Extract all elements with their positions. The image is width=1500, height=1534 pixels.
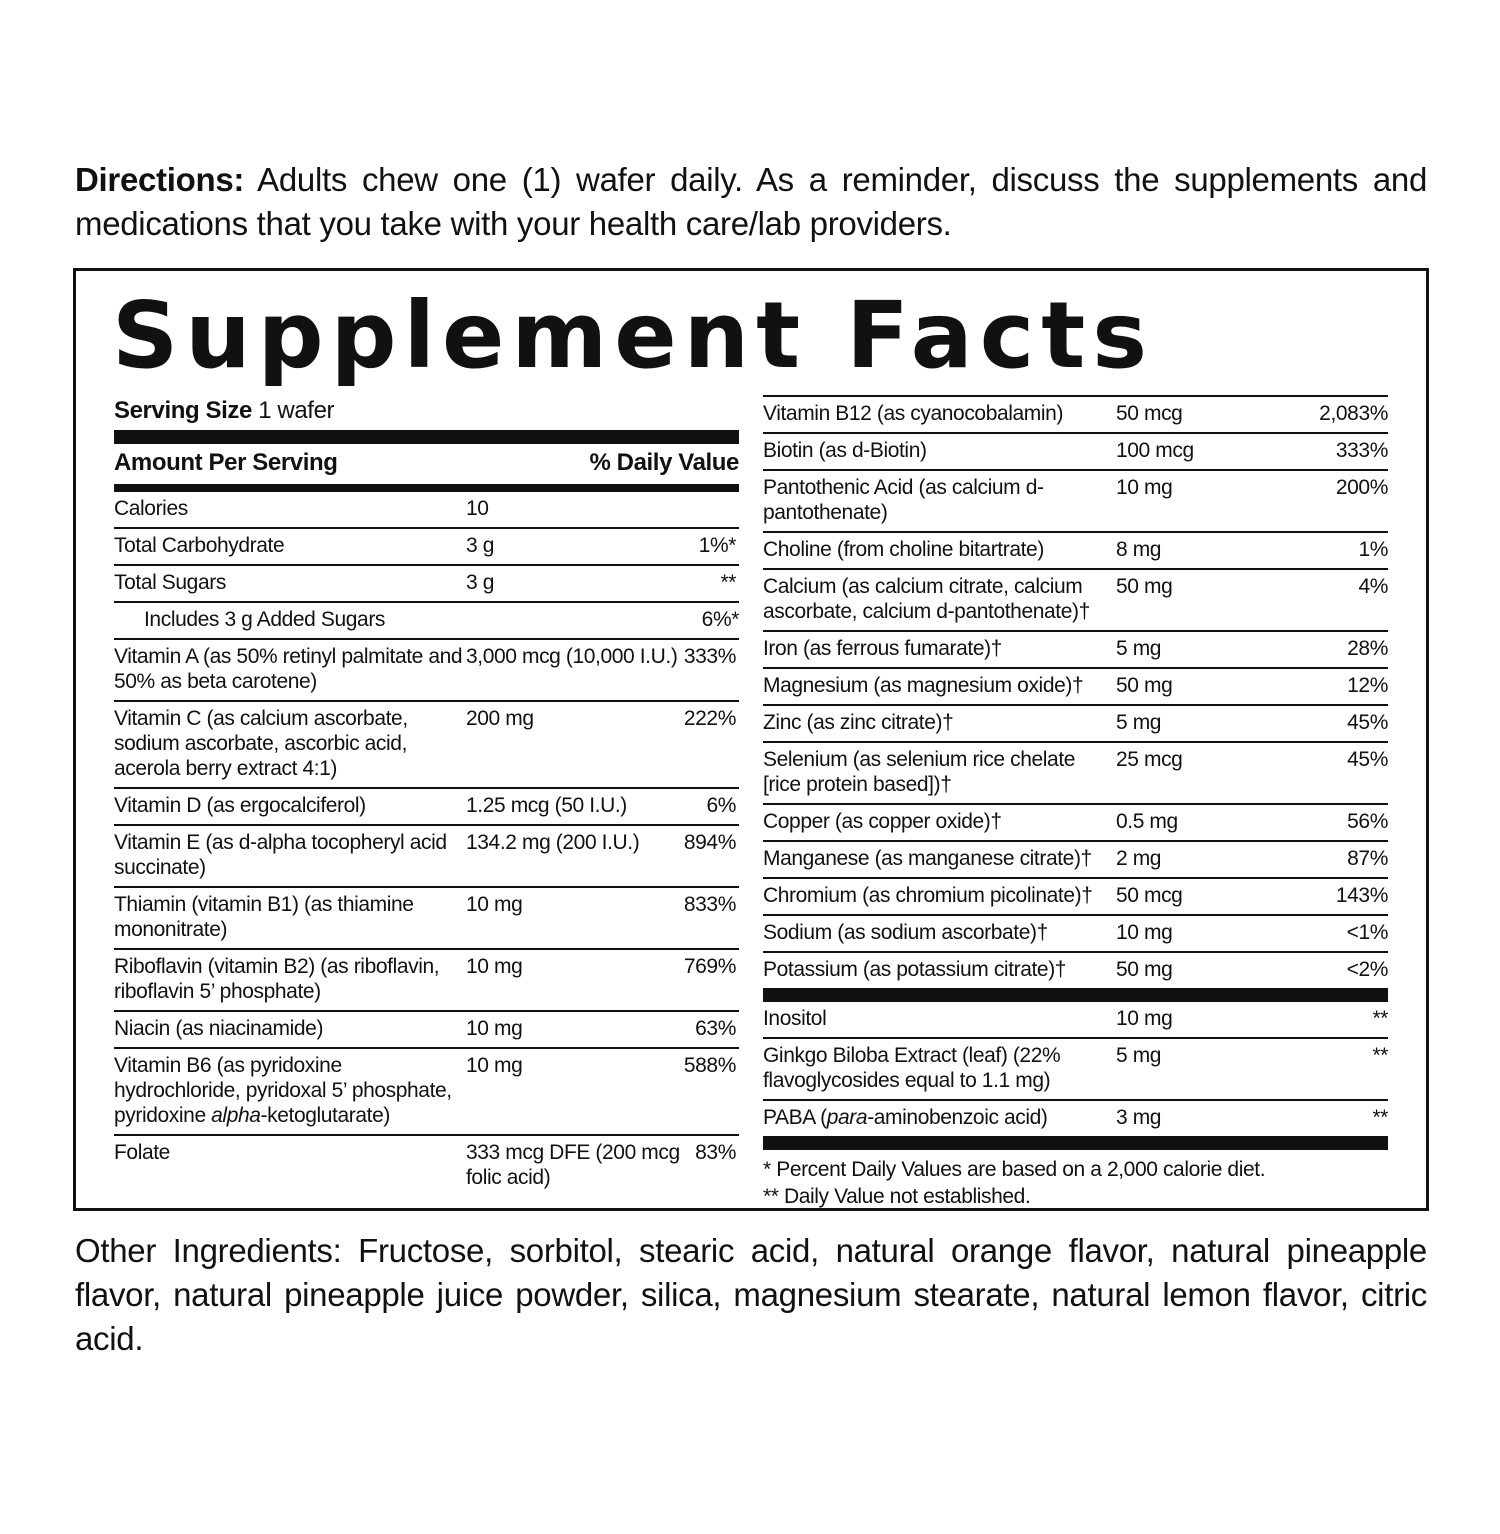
table-row xyxy=(763,471,1388,533)
serving-size-value: 1 wafer xyxy=(251,397,335,424)
nutrient-name: Inositol xyxy=(763,1007,827,1030)
nutrient-daily-value: <1% xyxy=(1346,921,1388,944)
table-row xyxy=(763,632,1388,669)
nutrient-daily-value: 2,083% xyxy=(1319,402,1388,425)
nutrient-name: Chromium (as chromium picolinate)† xyxy=(763,884,1093,907)
right-column xyxy=(763,395,1388,1210)
nutrient-name: Vitamin B12 (as cyanocobalamin) xyxy=(763,402,1064,425)
nutrient-amount: 0.5 mg xyxy=(1116,810,1178,833)
nutrient-name: Vitamin B6 (as pyridoxine hydrochloride, pyridoxal 5’ phosphate, pyridoxine alpha-ketoglutarate) xyxy=(114,1054,452,1127)
thick-divider xyxy=(114,430,739,444)
table-row xyxy=(763,397,1388,434)
table-row xyxy=(763,533,1388,570)
nutrient-name: Includes 3 g Added Sugars xyxy=(144,608,386,631)
nutrient-amount: 10 mg xyxy=(1116,476,1173,499)
nutrient-daily-value: <2% xyxy=(1346,958,1388,981)
table-row xyxy=(763,570,1388,632)
nutrient-amount: 5 mg xyxy=(1116,711,1162,734)
nutrient-daily-value: 143% xyxy=(1335,884,1388,907)
table-row xyxy=(114,1049,739,1136)
nutrient-amount: 10 mg xyxy=(466,1017,523,1040)
nutrient-name: Sodium (as sodium ascorbate)† xyxy=(763,921,1048,944)
nutrient-name: Niacin (as niacinamide) xyxy=(114,1017,324,1040)
directions xyxy=(75,158,1427,246)
nutrient-daily-value: 333% xyxy=(683,645,736,668)
nutrient-daily-value: 4% xyxy=(1358,575,1388,598)
nutrient-amount: 10 mg xyxy=(466,1054,523,1077)
table-row xyxy=(763,1101,1388,1136)
directions-text: Adults chew one (1) wafer daily. As a reminder, discuss the supplements and medications that you take with your health care/lab providers. xyxy=(75,161,1427,242)
thick-divider xyxy=(763,1136,1388,1150)
table-row xyxy=(114,826,739,888)
right-nutrient-list xyxy=(763,397,1388,988)
nutrient-daily-value: 833% xyxy=(683,893,736,916)
nutrient-amount: 50 mg xyxy=(1116,575,1173,598)
panel-title: Supplement Facts xyxy=(112,282,1154,389)
table-row xyxy=(763,434,1388,471)
nutrient-amount: 10 mg xyxy=(466,893,523,916)
serving-size-label: Serving Size xyxy=(114,397,252,424)
nutrient-name: Iron (as ferrous fumarate)† xyxy=(763,637,1002,660)
left-column xyxy=(114,395,739,1196)
nutrient-name: Zinc (as zinc citrate)† xyxy=(763,711,954,734)
table-row xyxy=(114,789,739,826)
nutrient-amount: 25 mcg xyxy=(1116,748,1183,771)
nutrient-amount: 50 mg xyxy=(1116,958,1173,981)
footnote-not-established: ** Daily Value not established. xyxy=(763,1185,1031,1208)
table-row xyxy=(763,879,1388,916)
nutrient-daily-value: 894% xyxy=(683,831,736,854)
nutrient-amount: 50 mg xyxy=(1116,674,1173,697)
nutrient-name: Potassium (as potassium citrate)† xyxy=(763,958,1067,981)
table-row xyxy=(763,916,1388,953)
nutrient-amount: 5 mg xyxy=(1116,1044,1162,1067)
nutrient-daily-value: 12% xyxy=(1347,674,1388,697)
nutrient-daily-value: 63% xyxy=(695,1017,736,1040)
table-row xyxy=(763,953,1388,988)
nutrient-amount: 10 xyxy=(466,497,489,520)
nutrient-name: Vitamin D (as ergocalciferol) xyxy=(114,794,366,817)
nutrient-daily-value: 83% xyxy=(695,1141,736,1164)
nutrient-name: Biotin (as d-Biotin) xyxy=(763,439,927,462)
nutrient-amount: 3 g xyxy=(466,571,494,594)
nutrient-daily-value xyxy=(681,496,736,521)
nutrient-name: Magnesium (as magnesium oxide)† xyxy=(763,674,1084,697)
nutrient-daily-value: 1% xyxy=(1358,538,1388,561)
table-row xyxy=(114,529,739,566)
amount-header xyxy=(114,444,739,484)
nutrient-amount xyxy=(481,607,687,632)
nutrient-amount: 50 mcg xyxy=(1116,884,1183,907)
nutrient-name: Vitamin C (as calcium ascorbate, sodium ascorbate, ascorbic acid, acerola berry extract 4:1) xyxy=(114,707,408,780)
table-row xyxy=(763,669,1388,706)
nutrient-name: Vitamin A (as 50% retinyl palmitate and 50% as beta carotene) xyxy=(114,645,463,693)
nutrient-amount: 3,000 mcg (10,000 I.U.) xyxy=(466,645,678,668)
nutrient-amount: 10 mg xyxy=(466,955,523,978)
other-ingredients: Other Ingredients: Fructose, sorbitol, stearic acid, natural orange flavor, natural pineapple flavor, natural pineapple juice powder, silica, magnesium stearate, natural lemon flavor, citric acid. xyxy=(75,1232,1427,1357)
table-row xyxy=(114,1012,739,1049)
nutrient-amount: 333 mcg DFE (200 mcg folic acid) xyxy=(466,1141,680,1189)
nutrient-name: Thiamin (vitamin B1) (as thiamine mononitrate) xyxy=(114,893,414,941)
serving-size xyxy=(114,395,739,430)
nutrient-daily-value: 45% xyxy=(1347,711,1388,734)
nutrient-name: Riboflavin (vitamin B2) (as riboflavin, riboflavin 5’ phosphate) xyxy=(114,955,440,1003)
thick-divider xyxy=(763,988,1388,1002)
nutrient-daily-value: 6% xyxy=(706,794,736,817)
nutrient-name: Folate xyxy=(114,1141,170,1164)
nutrient-daily-value: 222% xyxy=(683,707,736,730)
other-ingredient-list xyxy=(763,1002,1388,1136)
nutrient-amount: 50 mcg xyxy=(1116,402,1183,425)
nutrient-daily-value: ** xyxy=(1372,1007,1388,1030)
nutrient-daily-value: 6%* xyxy=(701,608,739,631)
footnote-percent: * Percent Daily Values are based on a 2,000 calorie diet. xyxy=(763,1158,1266,1181)
amount-per-serving-label: Amount Per Serving xyxy=(114,449,338,476)
table-row xyxy=(114,603,739,640)
nutrient-amount: 1.25 mcg (50 I.U.) xyxy=(466,794,627,817)
nutrient-daily-value: 200% xyxy=(1335,476,1388,499)
nutrient-name: PABA (para-aminobenzoic acid) xyxy=(763,1106,1048,1129)
table-row xyxy=(114,566,739,603)
nutrient-amount: 100 mcg xyxy=(1116,439,1194,462)
table-row xyxy=(114,492,739,529)
nutrient-name: Ginkgo Biloba Extract (leaf) (22% flavoglycosides equal to 1.1 mg) xyxy=(763,1044,1061,1092)
nutrient-amount: 3 mg xyxy=(1116,1106,1162,1129)
nutrient-name: Copper (as copper oxide)† xyxy=(763,810,1002,833)
table-row xyxy=(763,706,1388,743)
table-row xyxy=(763,842,1388,879)
table-row xyxy=(114,950,739,1012)
nutrient-daily-value: ** xyxy=(1372,1044,1388,1067)
nutrient-name: Pantothenic Acid (as calcium d-pantothenate) xyxy=(763,476,1044,524)
nutrient-amount: 10 mg xyxy=(1116,1007,1173,1030)
nutrient-amount: 3 g xyxy=(466,534,494,557)
table-row xyxy=(114,888,739,950)
supplement-facts-panel xyxy=(73,268,1429,1211)
table-row xyxy=(114,640,739,702)
table-row xyxy=(114,702,739,789)
daily-value-header: % Daily Value xyxy=(589,449,739,476)
nutrient-amount: 8 mg xyxy=(1116,538,1162,561)
nutrient-name: Vitamin E (as d-alpha tocopheryl acid succinate) xyxy=(114,831,447,879)
nutrient-amount: 200 mg xyxy=(466,707,534,730)
nutrient-name: Choline (from choline bitartrate) xyxy=(763,538,1044,561)
footnotes xyxy=(763,1150,1388,1210)
nutrient-name: Total Sugars xyxy=(114,571,226,594)
nutrient-name: Calories xyxy=(114,497,188,520)
nutrient-daily-value: 56% xyxy=(1347,810,1388,833)
nutrient-daily-value: 769% xyxy=(683,955,736,978)
nutrient-amount: 5 mg xyxy=(1116,637,1162,660)
nutrient-daily-value: 1%* xyxy=(698,534,736,557)
nutrient-amount: 2 mg xyxy=(1116,847,1162,870)
nutrient-daily-value: 45% xyxy=(1347,748,1388,771)
nutrient-amount: 10 mg xyxy=(1116,921,1173,944)
table-row xyxy=(763,1002,1388,1039)
table-row xyxy=(763,805,1388,842)
nutrient-daily-value: 28% xyxy=(1347,637,1388,660)
thin-divider xyxy=(114,484,739,492)
nutrient-daily-value: ** xyxy=(720,571,736,594)
directions-label: Directions: xyxy=(75,161,245,198)
nutrient-daily-value: 87% xyxy=(1347,847,1388,870)
table-row xyxy=(763,743,1388,805)
left-nutrient-list xyxy=(114,492,739,1196)
nutrient-name: Manganese (as manganese citrate)† xyxy=(763,847,1092,870)
table-row xyxy=(763,1039,1388,1101)
table-row xyxy=(114,1136,739,1196)
nutrient-amount: 134.2 mg (200 I.U.) xyxy=(466,831,640,854)
nutrient-name: Selenium (as selenium rice chelate [rice protein based])† xyxy=(763,748,1076,796)
nutrient-name: Total Carbohydrate xyxy=(114,534,285,557)
nutrient-name: Calcium (as calcium citrate, calcium ascorbate, calcium d-pantothenate)† xyxy=(763,575,1090,623)
nutrient-daily-value: 333% xyxy=(1335,439,1388,462)
nutrient-daily-value: ** xyxy=(1372,1106,1388,1129)
nutrient-daily-value: 588% xyxy=(683,1054,736,1077)
